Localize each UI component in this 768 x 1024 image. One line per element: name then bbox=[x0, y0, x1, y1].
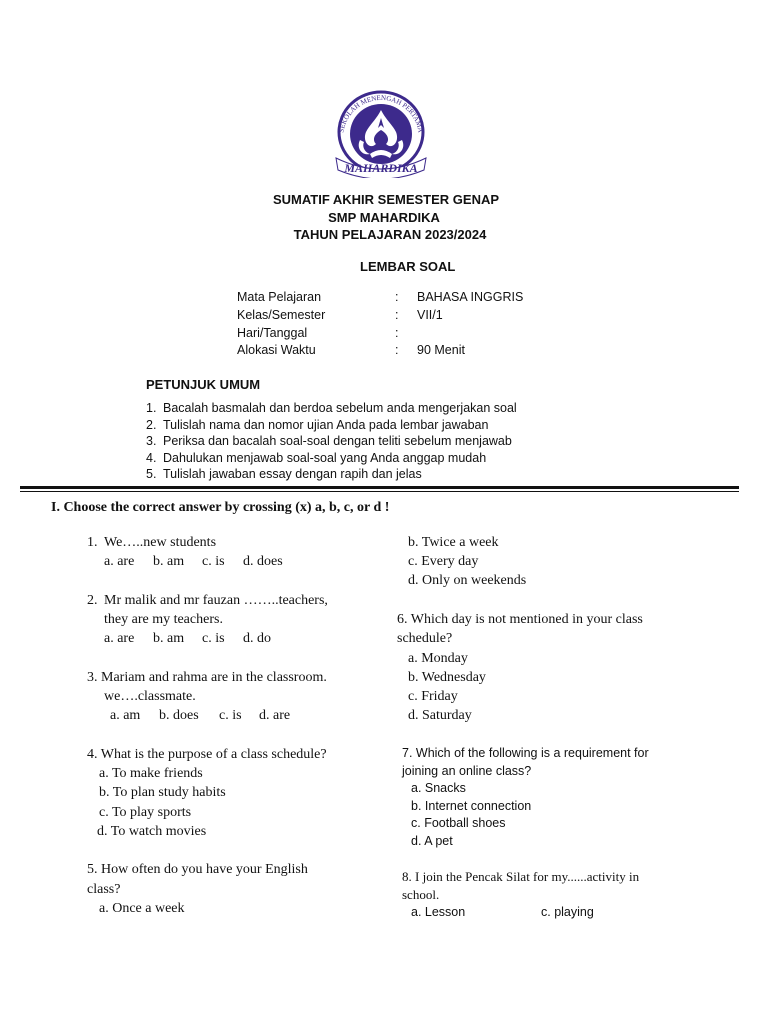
option-c[interactable]: c. is bbox=[219, 708, 242, 723]
option-a[interactable]: a. are bbox=[104, 554, 135, 569]
info-colon: : bbox=[395, 308, 399, 322]
question-1-options bbox=[104, 554, 283, 570]
question-2-options bbox=[104, 631, 271, 647]
info-value: 90 Menit bbox=[417, 343, 465, 357]
info-colon: : bbox=[395, 343, 399, 357]
option-d[interactable]: d. Only on weekends bbox=[408, 573, 527, 588]
option-c[interactable]: c. To play sports bbox=[99, 805, 192, 820]
option-d[interactable]: d. A pet bbox=[411, 834, 453, 848]
sheet-title: LEMBAR SOAL bbox=[360, 259, 456, 274]
instruction-number: 1. bbox=[146, 401, 157, 415]
question-5: 5. How often do you have your English bbox=[87, 862, 308, 877]
option-c[interactable]: c. Football shoes bbox=[411, 816, 506, 830]
instruction-number: 2. bbox=[146, 418, 157, 432]
option-b[interactable]: b. does bbox=[159, 708, 199, 723]
question-5-text-line2: class? bbox=[87, 882, 121, 897]
info-colon: : bbox=[395, 326, 399, 340]
option-b[interactable]: b. Wednesday bbox=[408, 670, 486, 685]
option-a[interactable]: a. am bbox=[110, 708, 141, 723]
instruction-item bbox=[146, 418, 488, 432]
question-text: Mr malik and mr fauzan ……..teachers, bbox=[104, 593, 328, 608]
logo-name: MAHARDIKA bbox=[344, 161, 418, 175]
info-label: Mata Pelajaran bbox=[237, 290, 322, 304]
instruction-text: Dahulukan menjawab soal-soal yang Anda anggap mudah bbox=[163, 451, 487, 465]
instruction-item bbox=[146, 434, 512, 448]
question-8: 8. I join the Pencak Silat for my......activity in bbox=[402, 869, 640, 884]
question-8-text-line2: school. bbox=[402, 887, 440, 902]
question-7-text-line2: joining an online class? bbox=[402, 764, 532, 778]
logo-arc-text: SEKOLAH MENENGAH PERTAMA bbox=[337, 93, 425, 134]
option-a[interactable]: a. Once a week bbox=[99, 901, 185, 916]
option-a[interactable]: a. Monday bbox=[408, 651, 468, 666]
option-c[interactable]: c. is bbox=[202, 631, 225, 646]
instruction-text: Periksa dan bacalah soal-soal dengan teliti sebelum menjawab bbox=[163, 434, 512, 448]
question-2-text-line2: they are my teachers. bbox=[104, 612, 223, 627]
question-number: 1. bbox=[87, 535, 98, 550]
option-b[interactable]: b. Twice a week bbox=[408, 535, 499, 550]
question-6: 6. Which day is not mentioned in your class bbox=[397, 612, 643, 627]
info-label: Alokasi Waktu bbox=[237, 343, 316, 357]
option-a[interactable]: a. Lesson bbox=[411, 905, 466, 919]
option-c[interactable]: c. Friday bbox=[408, 689, 458, 704]
option-c[interactable]: c. playing bbox=[541, 905, 594, 919]
divider-thick bbox=[20, 486, 739, 489]
info-value: BAHASA INGGRIS bbox=[417, 290, 524, 304]
option-d[interactable]: d. are bbox=[259, 708, 291, 723]
instruction-number: 3. bbox=[146, 434, 157, 448]
option-b[interactable]: b. am bbox=[153, 554, 185, 569]
option-c[interactable]: c. is bbox=[202, 554, 225, 569]
option-a[interactable]: a. are bbox=[104, 631, 135, 646]
question-6-text-line2: schedule? bbox=[397, 631, 453, 646]
academic-year: TAHUN PELAJARAN 2023/2024 bbox=[293, 227, 487, 242]
instruction-number: 4. bbox=[146, 451, 157, 465]
option-d[interactable]: d. Saturday bbox=[408, 708, 472, 723]
option-d[interactable]: d. do bbox=[243, 631, 271, 646]
instructions-title: PETUNJUK UMUM bbox=[146, 377, 261, 392]
instruction-text: Bacalah basmalah dan berdoa sebelum anda mengerjakan soal bbox=[163, 401, 517, 415]
instruction-text: Tulislah jawaban essay dengan rapih dan jelas bbox=[163, 467, 422, 481]
mahardika-emblem-icon bbox=[326, 88, 436, 178]
info-colon: : bbox=[395, 290, 399, 304]
option-a[interactable]: a. Snacks bbox=[411, 781, 466, 795]
question-3: 3. Mariam and rahma are in the classroom. bbox=[87, 670, 327, 685]
info-value: VII/1 bbox=[417, 308, 443, 322]
school-name: SMP MAHARDIKA bbox=[328, 210, 440, 225]
option-b[interactable]: b. To plan study habits bbox=[99, 785, 226, 800]
question-1 bbox=[87, 535, 216, 551]
option-d[interactable]: d. To watch movies bbox=[97, 824, 207, 839]
exam-title: SUMATIF AKHIR SEMESTER GENAP bbox=[272, 192, 500, 207]
question-3-text-line2: we….classmate. bbox=[104, 689, 196, 704]
question-text: We…..new students bbox=[104, 535, 217, 550]
instruction-number: 5. bbox=[146, 467, 157, 481]
school-logo bbox=[326, 88, 436, 178]
info-label: Kelas/Semester bbox=[237, 308, 326, 322]
option-d[interactable]: d. does bbox=[243, 554, 283, 569]
option-b[interactable]: b. Internet connection bbox=[411, 799, 532, 813]
question-7: 7. Which of the following is a requirement for bbox=[402, 746, 649, 760]
instruction-item bbox=[146, 467, 422, 481]
divider-thin bbox=[20, 491, 739, 492]
option-a[interactable]: a. To make friends bbox=[99, 766, 203, 781]
option-c[interactable]: c. Every day bbox=[408, 554, 479, 569]
option-b[interactable]: b. am bbox=[153, 631, 185, 646]
section-heading: I. Choose the correct answer by crossing (x) a, b, c, or d ! bbox=[51, 500, 390, 515]
info-label: Hari/Tanggal bbox=[237, 326, 308, 340]
question-4: 4. What is the purpose of a class schedule? bbox=[87, 747, 327, 762]
question-2 bbox=[87, 593, 328, 609]
instruction-text: Tulislah nama dan nomor ujian Anda pada lembar jawaban bbox=[163, 418, 489, 432]
instruction-item bbox=[146, 451, 486, 465]
instruction-item bbox=[146, 401, 517, 415]
question-3-options bbox=[110, 708, 290, 724]
question-number: 2. bbox=[87, 593, 98, 608]
